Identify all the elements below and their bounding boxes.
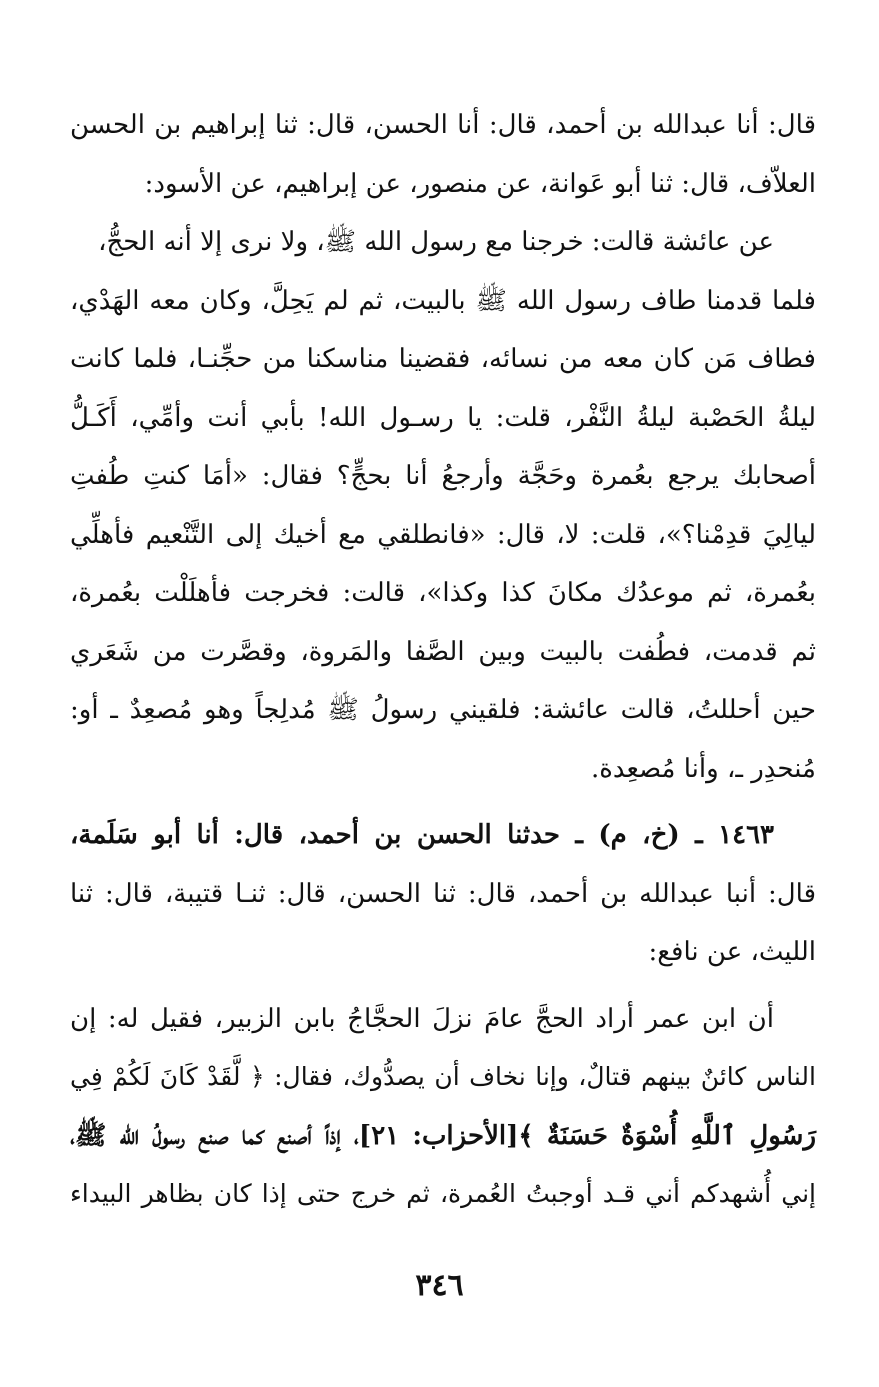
text-line: الناس كائنٌ بينهم قتالٌ، وإنا نخاف أن يصدُّوك، فقال: ﴿ لَّقَدْ كَانَ لَكُمْ فِي bbox=[70, 1062, 816, 1091]
paragraph-hadith-1463-isnad bbox=[70, 806, 816, 982]
paragraph-gap bbox=[70, 982, 816, 990]
hadith-number-line: ١٤٦٣ ـ (خ، م) ـ حدثنا الحسن بن أحمد، قال: أنا أبو سَلَمة، bbox=[70, 820, 774, 850]
text-line: بعُمرة، ثم موعدُك مكانَ كذا وكذا»، قالت: فخرجت فأهلَلْت بعُمرة، bbox=[70, 578, 816, 608]
text-line: العلاّف، قال: ثنا أبو عَوانة، عن منصور، عن إبراهيم، عن الأسود: bbox=[144, 168, 816, 199]
text-line: ثم قدمت، فطُفت بالبيت وبين الصَّفا والمَروة، وقصَّرت من شَعَري bbox=[70, 636, 816, 667]
page-number: ٣٤٦ bbox=[415, 1268, 464, 1303]
paragraph-hadith-ibn-umar bbox=[70, 990, 816, 1224]
paragraph-hadith-aisha bbox=[70, 213, 816, 798]
paragraph-gap bbox=[70, 798, 816, 806]
text-line: حين أحللتُ، قالت عائشة: فلقيني رسولُ ﷺ مُدلِجاً وهو مُصعِدٌ ـ أو: bbox=[70, 695, 816, 725]
quran-verse-line: رَسُولِ ٱللَّهِ أُسْوَةٌ حَسَنَةٌ ﴾[الأحزاب: ٢١]، إذاً أصنع كما صنع رسولُ الله ﷺ، bbox=[70, 1120, 816, 1151]
text-line: الليث، عن نافع: bbox=[648, 937, 816, 967]
page-body bbox=[70, 96, 816, 1224]
text-line: فطاف مَن كان معه من نسائه، فقضينا مناسكنا من حجِّنـا، فلما كانت bbox=[70, 344, 816, 374]
paragraph-isnad bbox=[70, 96, 816, 213]
text-line: إني أُشهدكم أني قـد أوجبتُ العُمرة، ثم خرج حتى إذا كان بظاهر البيداء bbox=[70, 1179, 816, 1208]
text-line: مُنحدِر ـ، وأنا مُصعِدة. bbox=[590, 753, 816, 784]
text-line: قال: أنا عبدالله بن أحمد، قال: أنا الحسن، قال: ثنا إبراهيم بن الحسن bbox=[70, 110, 816, 140]
text-line: أصحابك يرجع بعُمرة وحَجَّة وأرجعُ أنا بحجٍّ؟ فقال: «أمَا كنتِ طُفتِ bbox=[70, 461, 816, 491]
text-line: ليلةُ الحَصْبة ليلةُ النَّفْر، قلت: يا رسـول الله! بأبي أنت وأمِّي، أَكَـلُّ bbox=[70, 402, 816, 433]
text-line: قال: أنبا عبدالله بن أحمد، قال: ثنا الحسن، قال: ثنـا قتيبة، قال: ثنا bbox=[70, 878, 816, 909]
text-line: عن عائشة قالت: خرجنا مع رسول الله ﷺ، ولا نرى إلا أنه الحجُّ، bbox=[98, 227, 774, 257]
text-line: ليالِيَ قدِمْنا؟»، قلت: لا، قال: «فانطلقي مع أخيك إلى التَّنْعيم فأهلِّي bbox=[70, 519, 816, 550]
text-line: فلما قدمنا طاف رسول الله ﷺ بالبيت، ثم لم يَحِلَّ، وكان معه الهَدْي، bbox=[70, 285, 816, 316]
text-line: أن ابن عمر أراد الحجَّ عامَ نزلَ الحجَّاجُ بابن الزبير، فقيل له: إن bbox=[70, 1003, 774, 1034]
